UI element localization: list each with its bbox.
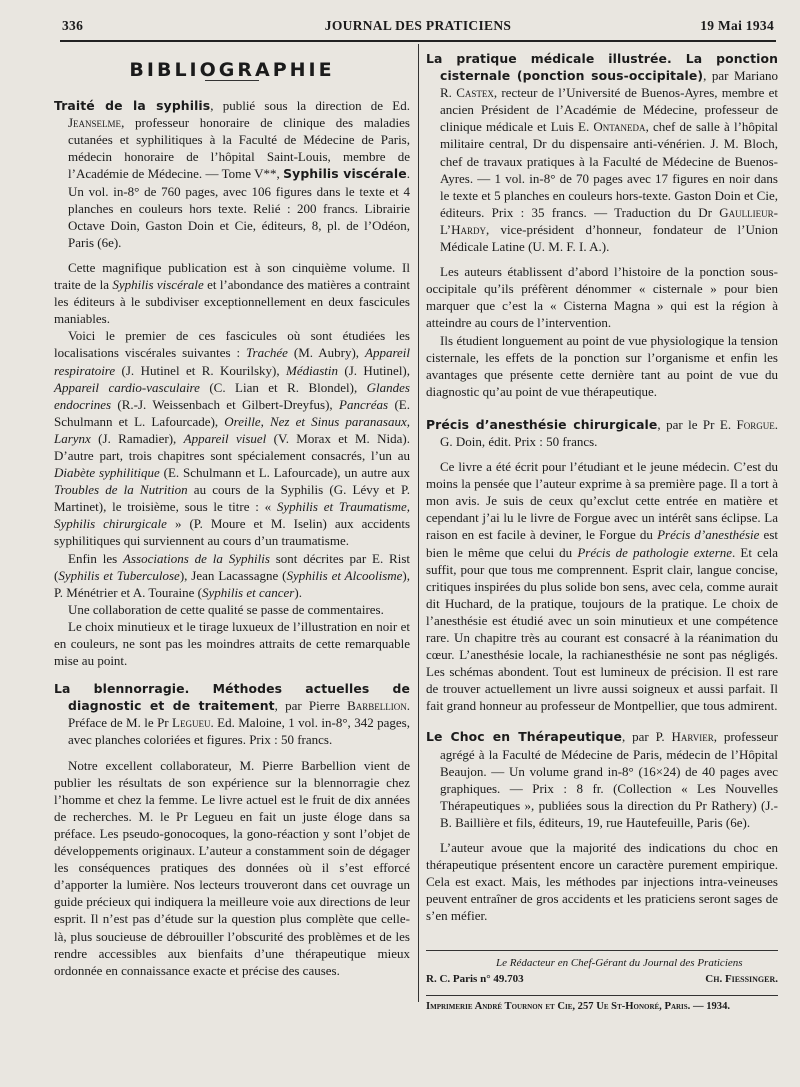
entry-subtitle: Syphilis viscérale [283,166,407,182]
review-entry-choc: Le Choc en Thérapeutique, par P. Harvier, professeur agrégé à la Faculté de Médecine de Paris, médecin de l’Hôpital Beaujon. — Un volume grand in-8° (16×24) de 40 pages avec graphiques. — Prix : 8 fr. (Collection « Les Nouvelles Thérapeutiques », publiées sous la direction du Pr Rathery) (J.-B. Baillière et fils, éditeurs, 19, rue Hautefeuille, Paris (6e). [426,729,778,830]
footer-rule-bottom [426,995,778,996]
paragraph: Voici le premier de ces fascicules où sont étudiées les localisations viscérales suivantes : Trachée (M. Aubry), Appareil respiratoire (J. Hutinel et R. Kourilsky), Médiastin (J. Hutinel), Appareil cardio-vasculaire (C. Lian et R. Blondel), Glandes endocrines (R.-J. Weissenbach et Gilbert-Dreyfus), Pancréas (E. Schulmann et L. Lafourcade), Oreille, Nez et Sinus paranasaux, Larynx (J. Ramadier), Appareil visuel (V. Morax et M. Nida). D’autre part, trois chapitres sont spécialement consacrés, l’un au Diabète syphilitique (E. Schulmann et L. Lafourcade), un autre aux Troubles de la Nutrition au cours de la Syphilis (G. Lévy et P. Martinet), le troisième, sous le titre : « Syphilis et Traumatisme, Syphilis chirurgicale » (P. Moure et M. Iselin) aux accidents syphilitiques qui surviennent au cours d’un traumatisme. [54,328,411,549]
entry-author: Harvier [671,729,714,745]
journal-title: JOURNAL DES PRATICIENS [324,18,512,33]
entry-title: La blennorragie. Méthodes actuelles de diagnostic et de traitement [54,681,410,714]
registration-line [426,971,778,987]
page-number: 336 [62,18,84,33]
paragraph: Une collaboration de cette qualité se passe de commentaires. [68,601,384,617]
header-rule [60,40,776,42]
entry-author: Jeanselme [68,115,122,131]
review-entry-ponction: La pratique médicale illustrée. La ponction cisternale (ponction sous-occipitale), par Mariano R. Castex, recteur de l’Université de Buenos-Ayres, membre et ancien Président de l’Académie de Médecine, professeur de clinique médicale et Luis E. Ontaneda, chef de salle à l’hôpital militaire central, Dr du dispensaire anti-vénérien. J. M. Bloch, chef de travaux pratiques à la Faculté de Médecine de Buenos-Ayres. — 1 vol. in-8° de 70 pages avec 17 figures en noir dans le texte et 5 planches en couleurs hors-texte. Gaston Doin et Cie, éditeurs. Prix : 35 francs. — Traduction du Dr Gaullieur-L’Hardy, vice-président d’honneur, fondateur de l’Union Médicale Latine (U. M. F. I. A.). [426,51,779,255]
left-column [54,50,410,979]
paragraph: L’auteur avoue que la majorité des indications du choc en thérapeutique présentent encore un caractère purement empirique. Cela est exact. Mais, les méthodes par injections intra-veineuses peuvent entraîner de gros accidents et les praticiens seront sages de s’en méfier. [426,840,778,924]
paragraph: Ils étudient longuement au point de vue physiologique la tension cisternale, les effets de la ponction sur l’organisme et enfin les avantages que présente cette dernière tant au point de vue du diagnostic qu’au point de vue thérapeutique. [426,332,778,399]
entry-author: Castex [456,85,494,101]
review-entry-anesthesie: Précis d’anesthésie chirurgicale, par le Pr E. Forgue. G. Doin, édit. Prix : 50 francs. [426,416,778,449]
entry-author: Legueu [172,715,211,731]
entry-title: Traité de la syphilis [54,98,211,114]
paragraph: Le choix minutieux et le tirage luxueux de l’illustration en noir et en couleurs, ne sont pas les moindres attraits de cette remarquable mise au point. [54,618,410,669]
entry-title: La pratique médicale illustrée. La ponction cisternale (ponction sous-occipitale) [426,51,778,84]
printer-line: Imprimerie André Tournon et Cie, 257 Ue St-Honoré, Paris. — 1934. [426,1001,731,1012]
paragraph: Notre excellent collaborateur, M. Pierre Barbellion vient de publier les résultats de son expérience sur la blennorragie chez l’homme et chez la femme. Le livre actuel est le fruit de dix années de recherches. M. le Pr Legueu en fait un juste éloge dans sa préface. Les pseudo-gonocoques, la gono-réaction y sont l’objet de développements originaux. L’auteur a constamment soin de dégager les conséquences pratiques des données où il s’est efforcé d’apporter la lumière. Nos lecteurs trouveront dans cet ouvrage un guide précieux qui indiquera la meilleure voie aux directions de leur esprit. Il n’est pas d’étude sur la question plus complète que celle-là, plus soucieuse de débrouiller l’obscurité des problèmes et de les rendre accessibles aux bienfaits d’une thérapeutique mieux ordonnée en connaissance exacte et précise des causes. [54,757,410,978]
editor-name: Ch. Fiessinger. [705,973,778,985]
registration-number: R. C. Paris n° 49.703 [426,973,524,985]
editor-line: Le Rédacteur en Chef-Gérant du Journal des Praticiens [496,957,743,969]
section-title: BIBLIOGRAPHIE [129,59,335,81]
right-column [426,50,778,925]
entry-title: Le Choc en Thérapeutique [426,729,623,745]
paragraph: Enfin les Associations de la Syphilis sont décrites par E. Rist (Syphilis et Tuberculose), Jean Lacassagne (Syphilis et Alcoolisme), P. Ménétrier et A. Touraine (Syphilis et cancer). [54,550,411,600]
entry-author: Forgue [736,416,775,432]
imprint-footer [426,950,778,1015]
review-entry-syphilis: Traité de la syphilis, publié sous la direction de Ed. Jeanselme, professeur honoraire de clinique des maladies cutanées et syphilitiques à la Faculté de Médecine de Paris, médecin honoraire de l’hôpital Saint-Louis, membre de l’Académie de Médecine. — Tome V**, Syphilis viscérale. Un vol. in-8° de 760 pages, avec 106 figures dans le texte et 4 planches en couleurs hors texte. Relié : 200 francs. Librairie Octave Doin, Gaston Doin et Cie, éditeurs, 8, pl. de l’Odéon, Paris (6e). [54,98,410,250]
paragraph: Les auteurs établissent d’abord l’histoire de la ponction sous-occipitale qu’ils préfèrent dénommer « cisternale » pour bien marquer que c’est la « Cisterna Magna » qui est la région à atteindre au cours de l’intervention. [426,264,778,331]
footer-rule [426,950,778,951]
entry-author: Ontaneda [593,119,646,135]
entry-author: Barbellion [347,698,407,714]
paragraph: Ce livre a été écrit pour l’étudiant et le jeune médecin. C’est du moins la pensée que l’auteur exprime à sa première page. Il a tort à mon avis. Je suis de ceux qu’exclut cette entrée en matière et cependant j’ai lu le livre de Forgue avec un intérêt sans éclipse. La raison en est facile à deviner, le Forgue du Précis d’anesthésie est bien le même que celui du Précis de pathologie externe. Et cela suffit, pour que tous me comprennent. Esprit clair, langue concise, critiques inspirées du plus solide bon sens, avec cela, comme aurait dit Huchard, de la pratique, toujours de la pratique. Le choix de l’anesthésie est étudié avec un soin minutieux et une compétence rare. Un chapitre très au courant est consacré à la réanimation du cœur. L’anesthésie locale, la rachianesthésie ne sont pas négligés. Les schémas abondent. Tout est lumineux de précision. Il est rare de trouver actuellement un livre aussi soigneux et aussi parfait. Il fait grand honneur au professeur de Montpellier, que tous admirent. [426,459,779,714]
column-divider [418,44,419,1002]
issue-date: 19 Mai 1934 [700,18,774,33]
entry-title: Précis d’anesthésie chirurgicale [426,416,658,432]
running-header [62,18,774,38]
review-entry-blennorragie: La blennorragie. Méthodes actuelles de diagnostic et de traitement, par Pierre Barbellion. Préface de M. le Pr Legueu. Ed. Maloine, 1 vol. in-8°, 342 pages, avec planches coloriées et figures. Prix : 50 francs. [54,681,410,748]
paragraph: Cette magnifique publication est à son cinquième volume. Il traite de la Syphilis viscérale et l’abondance des matières a contraint les éditeurs à le subdiviser exceptionnellement en deux fascicules maniables. [54,259,410,327]
entry-author: Gaullieur-L’Hardy [440,204,778,237]
